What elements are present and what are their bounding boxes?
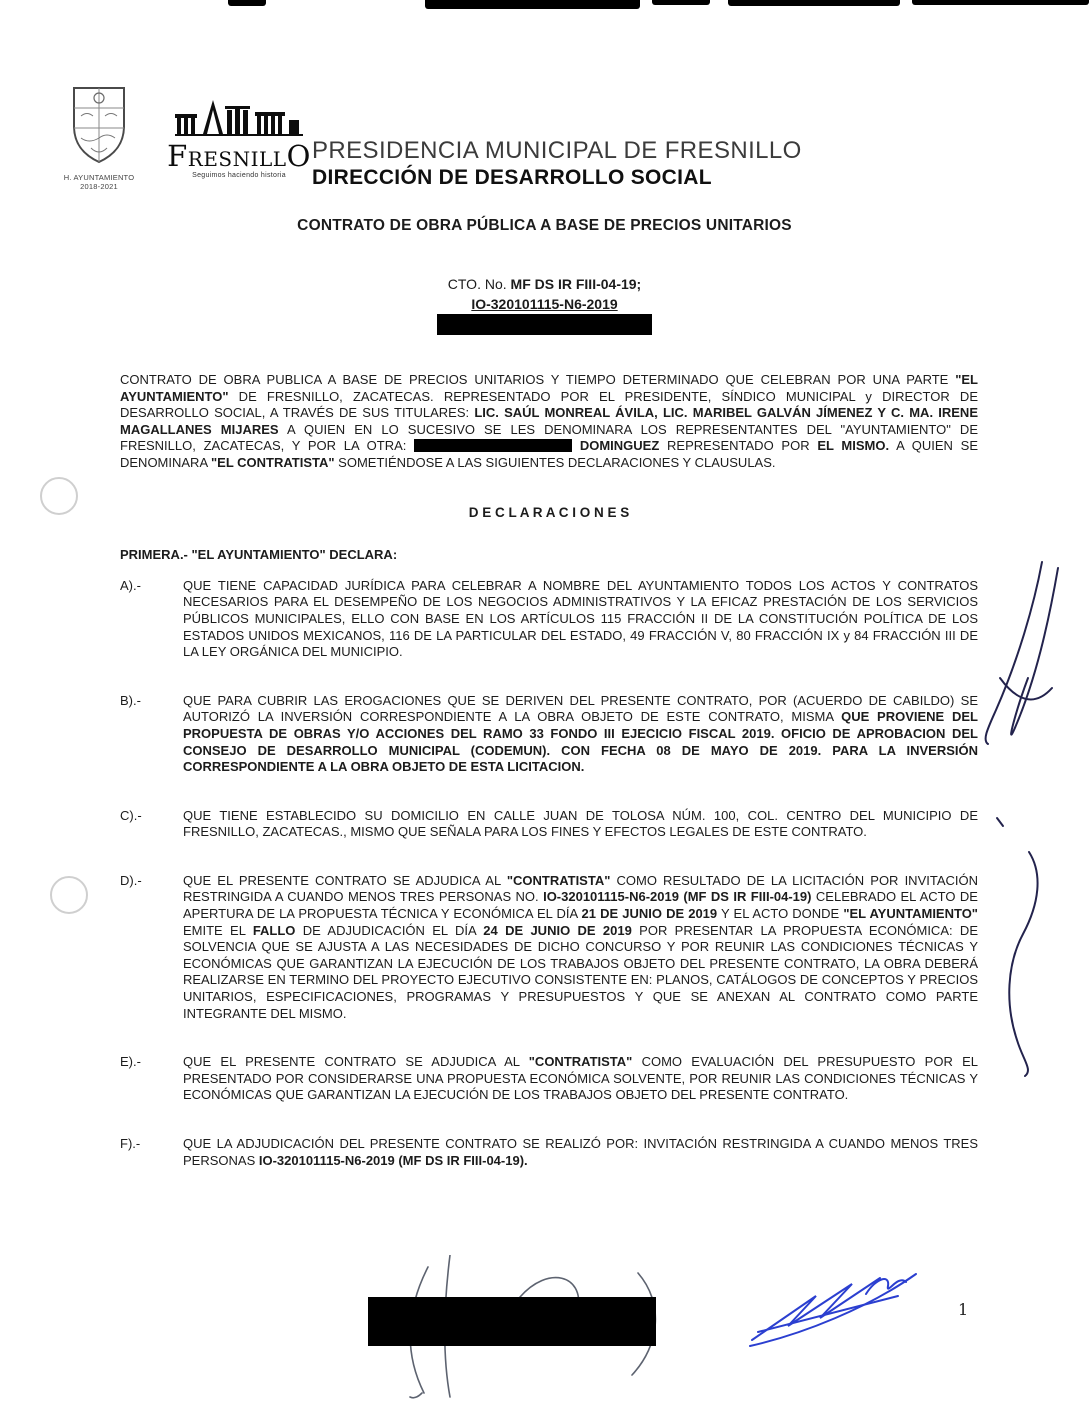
text-segment: QUE PARA CUBRIR LAS EROGACIONES QUE SE DERIVEN DEL PRESENTE CONTRATO, POR (ACUERDO DE CABILDO) SE AUTORIZÓ LA INVERSIÓN CORRESPONDIENTE A LA OBRA OBJETO DE ESTE CONTRATO, MISMA	[183, 692, 978, 725]
text-segment: A QUIEN SE DENOMINARA	[120, 438, 978, 470]
redaction-bar-bottom	[368, 1297, 656, 1346]
text-segment: QUE EL PRESENTE CONTRATO SE ADJUDICA AL	[183, 1054, 529, 1070]
skyline-icon	[175, 96, 303, 136]
text-segment: COMO EVALUACIÓN DEL PRESUPUESTO POR EL PRESENTADO POR CONSIDERARSE UNA PROPUESTA ECONÓMICA SOLVENTE, POR REUNIR LAS CONDICIONES TÉCNICAS Y ECONÓMICAS QUE GARANTIZAN LA EJECUCIÓN DE LOS TRABAJOS OBJETO DEL PRESENTE CONTRATO.	[183, 1054, 978, 1103]
signature-margin-1	[972, 560, 1072, 785]
declaraciones-heading: D E C L A R A C I O N E S	[468, 504, 630, 520]
text-segment: POR PRESENTAR LA PROPUESTA ECONÓMICA: DE SOLVENCIA QUE SE AJUSTA A LAS NECESIDADES DE DICHO CONCURSO Y POR REUNIR LAS CONDICIONES TÉCNICAS Y ECONÓMICAS QUE GARANTIZAN LA EJECUCIÓN DE LOS TRABAJOS OBJETO DEL PRESENTE CONTRATO, LA OBRA DEBERÁ REALIZARSE EN TERMINO DEL PROYECTO EJECUTIVO CONSISTENTE EN: PLANOS, CATÁLOGOS DE CONCEPTOS Y PRECIOS UNITARIOS, ESPECIFICACIONES, PROGRAMAS Y PRESUPUESTOS Y QUE SE ANEXAN AL CONTRATO COMO PARTE INTEGRANTE DEL MISMO.	[183, 922, 978, 1021]
text-segment: DE ADJUDICACIÓN EL DÍA	[295, 922, 484, 938]
clause-text	[183, 1136, 978, 1169]
clause-a	[120, 578, 978, 661]
clause-text	[183, 808, 978, 841]
scan-artifact	[728, 0, 900, 6]
clause-label: A).-	[120, 577, 141, 593]
intro-paragraph	[120, 372, 978, 472]
text-segment: 24 DE JUNIO DE 2019	[483, 922, 632, 938]
clause-d	[120, 873, 978, 1022]
primera-heading: PRIMERA.- "EL AYUNTAMIENTO" DECLARA:	[120, 547, 398, 563]
clause-text	[183, 1054, 978, 1104]
text-segment: QUE TIENE ESTABLECIDO SU DOMICILIO EN CALLE JUAN DE TOLOSA NÚM. 100, COL. CENTRO DEL MUNICIPIO DE FRESNILLO, ZACATECAS., MISMO QUE SEÑALA PARA LOS FINES Y EFECTOS LEGALES DE ESTE CONTRATO.	[183, 807, 978, 840]
text-segment: EL MISMO.	[817, 438, 890, 454]
punch-hole	[40, 477, 78, 515]
text-segment: CELEBRADO EL ACTO DE APERTURA DE LA PROPUESTA TÉCNICA Y ECONÓMICA EL DÍA	[183, 889, 978, 922]
tender-number: IO-320101115-N6-2019	[471, 296, 618, 312]
text-segment: QUE EL PRESENTE CONTRATO SE ADJUDICA AL	[183, 872, 507, 888]
clause-text	[183, 578, 978, 661]
text-segment: DOMINGUEZ	[572, 438, 660, 454]
text-segment: "EL AYUNTAMIENTO"	[120, 372, 978, 404]
scan-artifact	[228, 0, 266, 6]
brand-wordmark: FresnillO	[167, 139, 311, 173]
text-segment: QUE PROVIENE DEL PROPUESTA DE OBRAS Y/O ACCIONES DEL RAMO 33 FONDO III EJECICIO FISCAL 2019. OFICIO DE APROBACION DEL CONSEJO DE DESARROLLO MUNICIPAL (CODEMUN). CON FECHA 08 DE MAYO DE 2019. PARA LA INVERSIÓN CORRESPONDIENTE A LA OBRA OBJETO DE ESTA LICITACION.	[183, 709, 978, 775]
signature-margin-2	[985, 812, 1055, 1082]
fresnillo-logo	[160, 96, 318, 179]
crest-caption: H. AYUNTAMIENTO 2018-2021	[63, 173, 135, 191]
contract-number-line	[0, 276, 1089, 292]
header-titles	[312, 138, 802, 190]
scan-artifact	[425, 0, 640, 9]
redacted-text	[414, 439, 572, 452]
text-segment: LIC. SAÚL MONREAL ÁVILA, LIC. MARIBEL GALVÁN JÍMENEZ Y C. MA. IRENE MAGALLANES MIJARES	[120, 405, 978, 437]
clauses-list	[120, 578, 978, 1169]
shield-icon	[67, 84, 131, 166]
text-segment: DE FRESNILLO, ZACATECAS. REPRESENTADO POR EL PRESIDENTE, SÍNDICO MUNICIPAL y DIRECTOR DE DESARROLLO SOCIAL, A TRAVÉS DE SUS TITULARES:	[120, 388, 978, 421]
clause-b	[120, 693, 978, 776]
text-segment: "CONTRATISTA"	[528, 1054, 633, 1070]
punch-hole	[50, 876, 88, 914]
text-segment: QUE TIENE CAPACIDAD JURÍDICA PARA CELEBRAR A NOMBRE DEL AYUNTAMIENTO TODOS LOS ACTOS Y CONTRATOS NECESARIOS PARA EL DESEMPEÑO DE LOS NEGOCIOS ADMINISTRATIVOS Y LA EFICAZ PRESTACIÓN DE LOS SERVICIOS PÚBLICOS MUNICIPALES, ELLO CON BASE EN LOS ARTÍCULOS 115 FRACCIÓN II DE LA CONSTITUCIÓN POLÍTICA DE LOS ESTADOS UNIDOS MEXICANOS, 116 DE LA PARTICULAR DEL ESTADO, 49 FRACCIÓN V, 80 FRACCIÓN IX y 84 FRACCIÓN III DE LA LEY ORGÁNICA DEL MUNICIPIO.	[183, 577, 978, 660]
clause-f	[120, 1136, 978, 1169]
text-segment: "EL AYUNTAMIENTO"	[843, 906, 978, 922]
clause-text	[183, 693, 978, 776]
clause-text	[183, 873, 978, 1022]
scan-artifact	[912, 0, 1089, 5]
text-segment: QUE LA ADJUDICACIÓN DEL PRESENTE CONTRATO SE REALIZÓ POR: INVITACIÓN RESTRINGIDA A CUANDO MENOS TRES PERSONAS	[183, 1136, 978, 1168]
page-title: PRESIDENCIA MUNICIPAL DE FRESNILLO	[312, 137, 802, 164]
clause-label: B).-	[120, 692, 141, 708]
text-segment: CONTRATO DE OBRA PUBLICA A BASE DE PRECIOS UNITARIOS Y TIEMPO DETERMINADO QUE CELEBRAN POR UNA PARTE	[120, 372, 956, 387]
text-segment: "EL CONTRATISTA"	[211, 454, 335, 470]
text-segment: SOMETIÉNDOSE A LAS SIGUIENTES DECLARACIONES Y CLAUSULAS.	[334, 454, 776, 470]
signature-blue	[748, 1268, 923, 1353]
text-segment: COMO RESULTADO DE LA LICITACIÓN POR INVITACIÓN RESTRINGIDA A CUANDO MENOS TRES PERSONAS NO.	[183, 872, 978, 905]
cto-number: MF DS IR FIII-04-19;	[510, 276, 642, 292]
text-segment: REPRESENTADO POR	[659, 438, 818, 454]
text-segment: IO-320101115-N6-2019 (MF DS IR FIII-04-19).	[258, 1152, 528, 1168]
contract-title: CONTRATO DE OBRA PÚBLICA A BASE DE PRECIOS UNITARIOS	[297, 217, 792, 234]
text-segment: A QUIEN EN LO SUCESIVO SE LES DENOMINARA LOS REPRESENTANTES DEL "AYUNTAMIENTO" DE FRESNILLO, ZACATECAS, Y POR LA OTRA:	[120, 421, 978, 454]
clause-e	[120, 1054, 978, 1104]
text-segment: "CONTRATISTA"	[506, 872, 611, 888]
text-segment: EMITE EL	[183, 922, 253, 938]
redaction-bar-top	[437, 314, 652, 335]
text-segment: Y EL ACTO DONDE	[717, 906, 844, 922]
brand-tagline: Seguimos haciendo historia	[192, 172, 286, 179]
clause-c	[120, 808, 978, 841]
page-number: 1	[958, 1300, 969, 1319]
text-segment: 21 DE JUNIO DE 2019	[581, 906, 718, 922]
city-crest-logo	[60, 84, 138, 191]
document-body	[120, 372, 978, 1201]
text-segment: IO-320101115-N6-2019 (MF DS IR FIII-04-19)	[543, 889, 812, 905]
clause-label: D).-	[120, 872, 142, 888]
clause-label: E).-	[120, 1054, 141, 1070]
scan-artifact	[652, 0, 710, 5]
clause-label: F).-	[120, 1136, 141, 1151]
clause-label: C).-	[120, 807, 142, 823]
text-segment: FALLO	[252, 922, 296, 938]
page-subtitle-department: DIRECCIÓN DE DESARROLLO SOCIAL	[312, 166, 712, 189]
cto-label: CTO. No.	[447, 276, 511, 292]
